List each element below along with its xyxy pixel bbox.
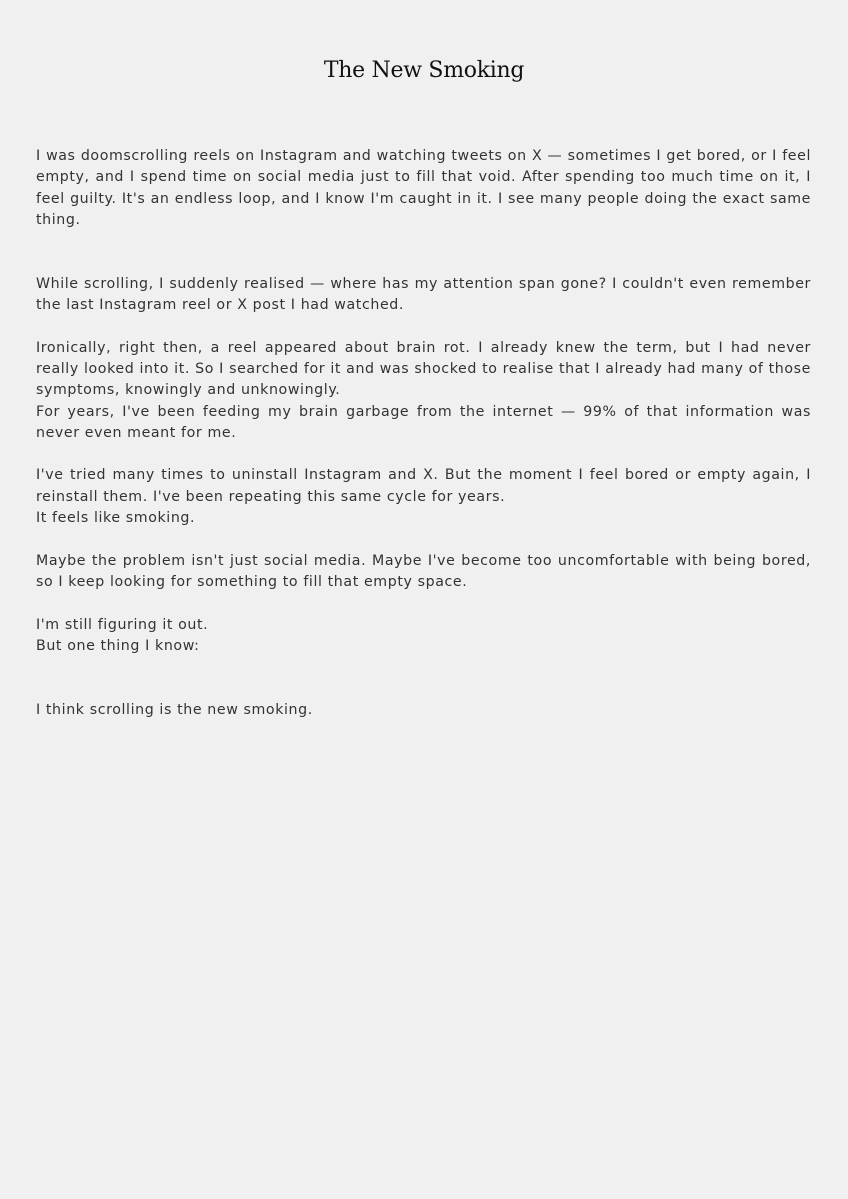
paragraph-spacer xyxy=(36,444,811,465)
paragraph-spacer xyxy=(36,657,811,700)
paragraph-attention-span: While scrolling, I suddenly realised — where has my attention span gone? I couldn't even remember the last Instagram reel or X post I had watched. xyxy=(36,275,811,314)
paragraph-still-figuring: I'm still figuring it out. xyxy=(36,616,209,633)
paragraph-brain-garbage: For years, I've been feeding my brain garbage from the internet — 99% of that information was never even meant for me. xyxy=(36,403,811,441)
paragraph-spacer xyxy=(36,231,811,274)
paragraph-one-thing: But one thing I know: xyxy=(36,637,200,654)
document-title: The New Smoking xyxy=(323,58,525,83)
paragraph-brain-rot: Ironically, right then, a reel appeared about brain rot. I already knew the term, but I had never really looked into it. So I searched for it and was shocked to realise that I already had many of those symptoms, knowingly and unknowingly. xyxy=(36,339,811,399)
paragraph-feels-like-smoking: It feels like smoking. xyxy=(36,510,196,527)
paragraph-doomscrolling: I was doomscrolling reels on Instagram and watching tweets on X — sometimes I get bored, or I feel empty, and I spend time on social media just to fill that void. After spending too much time on it, I feel guilty. It's an endless loop, and I know I'm caught in it. I see many people doing the exact same thing. xyxy=(36,148,811,228)
paragraph-spacer xyxy=(36,529,811,550)
paragraph-spacer xyxy=(36,593,811,614)
paragraph-spacer xyxy=(36,316,811,337)
document-body xyxy=(36,146,811,721)
paragraph-boredom: Maybe the problem isn't just social media. Maybe I've become too uncomfortable with being bored, so I keep looking for something to fill that empty space. xyxy=(36,552,811,590)
paragraph-uninstall-cycle: I've tried many times to uninstall Instagram and X. But the moment I feel bored or empty again, I reinstall them. I've been repeating this same cycle for years. xyxy=(36,467,811,505)
paragraph-conclusion: I think scrolling is the new smoking. xyxy=(36,701,313,718)
